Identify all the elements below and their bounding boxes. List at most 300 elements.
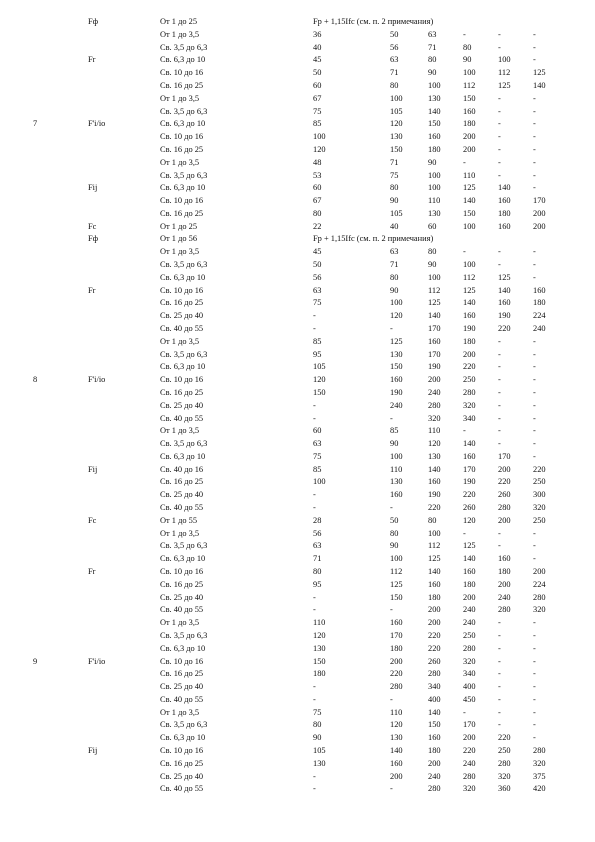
value-cell-2: - [390,784,393,794]
module-range-cell: От 1 до 3,5 [160,93,200,103]
value-cell-3: 100 [428,528,441,538]
value-cell-1: 53 [313,170,322,180]
value-cell-1: - [313,490,316,500]
value-cell-3: 130 [428,93,441,103]
value-cell-6: 200 [533,221,546,231]
module-range-cell: От 1 до 3,5 [160,426,200,436]
value-cell-6: - [533,272,536,282]
value-cell-5: - [498,260,501,269]
value-cell-6: - [533,707,536,717]
value-cell-3: 80 [428,55,437,65]
module-range-cell: Св. 16 до 25 [160,298,204,308]
value-cell-4: 240 [463,605,476,615]
value-cell-6: - [533,630,536,640]
value-cell-3: 160 [428,477,441,487]
value-cell-5: - [498,413,501,423]
value-cell-3: 90 [428,260,437,269]
value-cell-6: - [533,400,536,410]
value-cell-5: - [498,336,501,346]
value-cell-6: - [533,669,536,679]
value-cell-4: 90 [463,55,472,65]
value-cell-2: 120 [390,311,403,321]
degree-cell: 9 [33,656,38,666]
value-cell-2: 85 [390,426,399,436]
value-cell-1: 22 [313,221,322,231]
value-cell-3: 140 [428,464,441,474]
value-cell-6: 280 [533,592,546,602]
value-cell-6: - [533,439,536,449]
value-cell-2: 100 [390,298,403,308]
value-cell-5: - [498,375,501,385]
value-cell-1: 120 [313,630,326,640]
value-cell-1: - [313,771,316,781]
value-cell-5: 320 [498,771,511,781]
value-cell-6: - [533,183,536,193]
value-cell-1: 80 [313,208,322,218]
value-cell-5: 190 [498,311,511,321]
value-cell-6: 300 [533,490,546,500]
value-cell-2: 90 [390,196,399,206]
value-cell-2: 80 [390,528,399,538]
module-range-cell: Св. 3,5 до 6,3 [160,630,208,640]
module-range-cell: Св. 16 до 25 [160,669,204,679]
value-cell-1: 150 [313,387,326,397]
module-range-cell: Св. 6,3 до 10 [160,119,206,129]
value-cell-6: - [533,387,536,397]
module-range-cell: Св. 10 до 16 [160,196,204,206]
value-cell-2: 100 [390,451,403,461]
value-cell-6: - [533,362,536,372]
value-cell-1: 150 [313,656,326,666]
value-cell-2: 71 [390,157,399,167]
value-cell-3: 170 [428,324,441,333]
value-cell-4: 200 [463,132,476,142]
module-range-cell: Св. 3,5 до 6,3 [160,720,208,730]
value-cell-3: 180 [428,746,441,755]
value-cell-3: 80 [428,247,437,257]
value-cell-4: 160 [463,311,476,321]
value-cell-2: 160 [390,758,403,768]
value-cell-1: - [313,784,316,794]
module-range-cell: Св. 25 до 40 [160,311,204,321]
value-cell-4: 260 [463,503,476,512]
module-range-cell: Св. 25 до 40 [160,400,204,410]
value-cell-6: - [533,29,536,39]
module-range-cell: Св. 3,5 до 6,3 [160,439,208,449]
value-cell-2: - [390,503,393,512]
value-cell-2: - [390,413,393,423]
value-cell-6: - [533,119,536,129]
value-cell-5: - [498,528,501,538]
value-cell-5: - [498,707,501,717]
module-range-cell: От 1 до 25 [160,17,198,26]
value-cell-2: 80 [390,80,399,90]
value-cell-3: 220 [428,643,441,653]
value-cell-1: Fр + 1,15Ifc (см. п. 2 примечания) [313,234,434,244]
value-cell-6: - [533,643,536,653]
value-cell-1: - [313,605,316,615]
value-cell-1: 71 [313,554,322,564]
value-cell-5: 260 [498,490,511,500]
value-cell-1: 60 [313,80,322,90]
value-cell-4: 220 [463,490,476,500]
value-cell-5: - [498,682,501,692]
value-cell-5: - [498,119,501,129]
value-cell-6: 375 [533,771,546,781]
value-cell-5: 125 [498,272,511,282]
value-cell-5: 180 [498,208,511,218]
value-cell-6: - [533,157,536,167]
value-cell-6: - [533,42,536,52]
value-cell-1: - [313,413,316,423]
module-range-cell: От 1 до 3,5 [160,29,200,39]
value-cell-6: - [533,720,536,730]
value-cell-4: 100 [463,221,476,231]
value-cell-3: 160 [428,733,441,743]
module-range-cell: От 1 до 3,5 [160,336,200,346]
parameter-cell: Fф [88,17,99,26]
value-cell-1: 45 [313,55,322,65]
parameter-cell: F'i/io [88,375,106,385]
value-cell-6: - [533,260,536,269]
value-cell-1: 63 [313,541,322,551]
value-cell-5: 220 [498,477,511,487]
value-cell-1: 60 [313,426,322,436]
value-cell-2: 63 [390,247,399,257]
value-cell-5: 200 [498,579,511,589]
value-cell-2: 180 [390,643,403,653]
value-cell-1: 95 [313,579,322,589]
value-cell-6: - [533,618,536,628]
value-cell-6: 180 [533,298,546,308]
value-cell-3: 140 [428,567,441,576]
value-cell-5: 200 [498,464,511,474]
value-cell-4: 320 [463,400,476,410]
value-cell-1: 120 [313,144,326,154]
value-cell-6: - [533,528,536,538]
value-cell-6: - [533,413,536,423]
module-range-cell: Св. 16 до 25 [160,144,204,154]
value-cell-3: 280 [428,784,441,794]
value-cell-3: 110 [428,426,441,436]
value-cell-1: 85 [313,119,322,129]
value-cell-3: 125 [428,298,441,308]
value-cell-4: 200 [463,349,476,359]
value-cell-1: 80 [313,567,322,576]
value-cell-2: 90 [390,541,399,551]
value-cell-2: 170 [390,630,403,640]
value-cell-5: 240 [498,592,511,602]
module-range-cell: Св. 40 до 55 [160,694,204,704]
module-range-cell: Св. 6,3 до 10 [160,733,206,743]
value-cell-4: 240 [463,758,476,768]
value-cell-1: Fр + 1,15Ifc (см. п. 2 примечания) [313,17,434,26]
value-cell-1: 63 [313,285,322,295]
value-cell-4: 320 [463,784,476,794]
value-cell-1: - [313,311,316,321]
module-range-cell: От 1 до 56 [160,234,198,244]
value-cell-3: 120 [428,439,441,449]
value-cell-5: - [498,132,501,142]
value-cell-3: 100 [428,272,441,282]
value-cell-3: 180 [428,144,441,154]
value-cell-4: 140 [463,298,476,308]
module-range-cell: Св. 10 до 16 [160,68,204,78]
value-cell-1: 67 [313,196,322,206]
value-cell-1: 105 [313,362,326,372]
value-cell-4: 400 [463,682,476,692]
module-range-cell: Св. 40 до 55 [160,605,204,615]
value-cell-6: 125 [533,68,546,78]
value-cell-1: 75 [313,298,322,308]
value-cell-4: 280 [463,771,476,781]
value-cell-6: 170 [533,196,546,206]
value-cell-2: 150 [390,362,403,372]
value-cell-3: 340 [428,682,441,692]
module-range-cell: Св. 6,3 до 10 [160,362,206,372]
value-cell-2: 105 [390,208,403,218]
value-cell-1: 48 [313,157,322,167]
value-cell-6: - [533,93,536,103]
value-cell-6: 224 [533,311,546,321]
value-cell-6: 200 [533,208,546,218]
value-cell-4: - [463,707,466,717]
value-cell-4: 180 [463,579,476,589]
value-cell-2: 160 [390,618,403,628]
value-cell-5: - [498,439,501,449]
value-cell-2: 75 [390,170,399,180]
value-cell-5: 250 [498,746,511,755]
value-cell-4: 200 [463,592,476,602]
value-cell-2: 130 [390,132,403,142]
value-cell-3: 100 [428,183,441,193]
module-range-cell: Св. 6,3 до 10 [160,272,206,282]
value-cell-3: 112 [428,285,441,295]
value-cell-2: 190 [390,387,403,397]
value-cell-6: - [533,733,536,743]
value-cell-6: 250 [533,515,546,525]
value-cell-1: 28 [313,515,322,525]
value-cell-5: 180 [498,567,511,576]
module-range-cell: Св. 10 до 16 [160,567,204,576]
module-range-cell: От 1 до 3,5 [160,157,200,167]
value-cell-5: - [498,349,501,359]
value-cell-2: 120 [390,720,403,730]
value-cell-2: 125 [390,579,403,589]
value-cell-3: 260 [428,656,441,666]
value-cell-1: 36 [313,29,322,39]
value-cell-1: 63 [313,439,322,449]
value-cell-6: - [533,170,536,180]
value-cell-4: 140 [463,439,476,449]
value-cell-2: 112 [390,567,403,576]
value-cell-2: 200 [390,771,403,781]
value-cell-1: 120 [313,375,326,385]
value-cell-2: 130 [390,349,403,359]
value-cell-2: 100 [390,554,403,564]
module-range-cell: Св. 10 до 16 [160,746,204,755]
value-cell-2: 80 [390,272,399,282]
value-cell-6: 160 [533,285,546,295]
value-cell-1: - [313,592,316,602]
value-cell-3: 130 [428,451,441,461]
value-cell-2: 71 [390,260,399,269]
value-cell-1: 75 [313,451,322,461]
value-cell-6: - [533,106,536,116]
value-cell-5: - [498,643,501,653]
value-cell-6: - [533,132,536,142]
value-cell-3: 400 [428,694,441,704]
value-cell-5: 220 [498,733,511,743]
value-cell-6: - [533,554,536,564]
value-cell-5: 280 [498,758,511,768]
value-cell-6: 200 [533,567,546,576]
parameter-cell: Fr [88,285,96,295]
parameter-cell: Fij [88,183,98,193]
parameter-cell: Fc [88,221,97,231]
value-cell-3: 140 [428,311,441,321]
value-cell-2: 105 [390,106,403,116]
value-cell-5: 280 [498,503,511,512]
value-cell-4: 170 [463,720,476,730]
value-cell-3: 280 [428,669,441,679]
value-cell-3: 200 [428,375,441,385]
module-range-cell: Св. 10 до 16 [160,285,204,295]
value-cell-2: 150 [390,592,403,602]
value-cell-6: 240 [533,324,546,333]
parameter-cell: F'i/io [88,119,106,129]
value-cell-6: - [533,55,536,65]
value-cell-6: - [533,656,536,666]
module-range-cell: Св. 3,5 до 6,3 [160,541,208,551]
value-cell-5: 160 [498,196,511,206]
value-cell-5: - [498,247,501,257]
value-cell-1: 50 [313,260,322,269]
value-cell-4: 180 [463,119,476,129]
value-cell-5: 112 [498,68,511,78]
value-cell-3: 200 [428,605,441,615]
parameter-cell: Fc [88,515,97,525]
value-cell-6: 320 [533,503,546,512]
module-range-cell: Св. 16 до 25 [160,758,204,768]
value-cell-1: 90 [313,733,322,743]
value-cell-1: 67 [313,93,322,103]
value-cell-5: 200 [498,515,511,525]
value-cell-3: 180 [428,592,441,602]
value-cell-3: 160 [428,132,441,142]
value-cell-4: 160 [463,451,476,461]
module-range-cell: Св. 6,3 до 10 [160,183,206,193]
value-cell-4: 112 [463,80,476,90]
module-range-cell: От 1 до 55 [160,515,198,525]
value-cell-4: 125 [463,285,476,295]
value-cell-3: 140 [428,707,441,717]
module-range-cell: От 1 до 25 [160,221,198,231]
value-cell-5: - [498,170,501,180]
value-cell-2: 160 [390,490,403,500]
module-range-cell: Св. 3,5 до 6,3 [160,170,208,180]
value-cell-1: - [313,503,316,512]
module-range-cell: Св. 40 до 55 [160,324,204,333]
value-cell-4: 150 [463,93,476,103]
value-cell-1: 56 [313,272,322,282]
value-cell-1: - [313,324,316,333]
value-cell-3: 130 [428,208,441,218]
module-range-cell: Св. 6,3 до 10 [160,643,206,653]
value-cell-3: 320 [428,413,441,423]
value-cell-5: 125 [498,80,511,90]
value-cell-2: 110 [390,707,403,717]
value-cell-1: 100 [313,477,326,487]
value-cell-6: - [533,336,536,346]
value-cell-2: - [390,694,393,704]
value-cell-2: 120 [390,119,403,129]
value-cell-4: 240 [463,618,476,628]
module-range-cell: Св. 3,5 до 6,3 [160,349,208,359]
value-cell-3: 71 [428,42,437,52]
module-range-cell: Св. 25 до 40 [160,682,204,692]
value-cell-2: 40 [390,221,399,231]
value-cell-1: - [313,682,316,692]
parameter-cell: Fij [88,746,98,755]
value-cell-2: 110 [390,464,403,474]
value-cell-2: - [390,324,393,333]
value-cell-5: - [498,426,501,436]
value-cell-5: - [498,669,501,679]
value-cell-4: 280 [463,643,476,653]
value-cell-5: 140 [498,183,511,193]
value-cell-3: 63 [428,29,437,39]
module-range-cell: От 1 до 3,5 [160,247,200,257]
value-cell-5: - [498,42,501,52]
value-cell-1: 40 [313,42,322,52]
value-cell-1: 50 [313,68,322,78]
value-cell-3: 190 [428,490,441,500]
value-cell-3: 125 [428,554,441,564]
value-cell-4: 250 [463,375,476,385]
value-cell-5: - [498,694,501,704]
value-cell-1: 130 [313,643,326,653]
value-cell-4: 320 [463,656,476,666]
value-cell-5: - [498,144,501,154]
value-cell-3: 60 [428,221,437,231]
value-cell-3: 240 [428,387,441,397]
value-cell-1: 56 [313,528,322,538]
module-range-cell: Св. 6,3 до 10 [160,451,206,461]
value-cell-4: - [463,157,466,167]
value-cell-4: 190 [463,324,476,333]
value-cell-4: 110 [463,170,476,180]
value-cell-5: - [498,541,501,551]
module-range-cell: Св. 16 до 25 [160,208,204,218]
degree-cell: 7 [33,119,38,129]
value-cell-1: 95 [313,349,322,359]
value-cell-1: 100 [313,132,326,142]
module-range-cell: Св. 16 до 25 [160,387,204,397]
value-cell-3: 150 [428,119,441,129]
value-cell-1: 80 [313,720,322,730]
value-cell-2: 100 [390,93,403,103]
value-cell-6: - [533,247,536,257]
module-range-cell: Св. 6,3 до 10 [160,55,206,65]
value-cell-1: 75 [313,707,322,717]
value-cell-4: - [463,426,466,436]
value-cell-5: 160 [498,298,511,308]
module-range-cell: От 1 до 3,5 [160,707,200,717]
value-cell-4: 450 [463,694,476,704]
value-cell-5: - [498,157,501,167]
value-cell-4: 200 [463,144,476,154]
